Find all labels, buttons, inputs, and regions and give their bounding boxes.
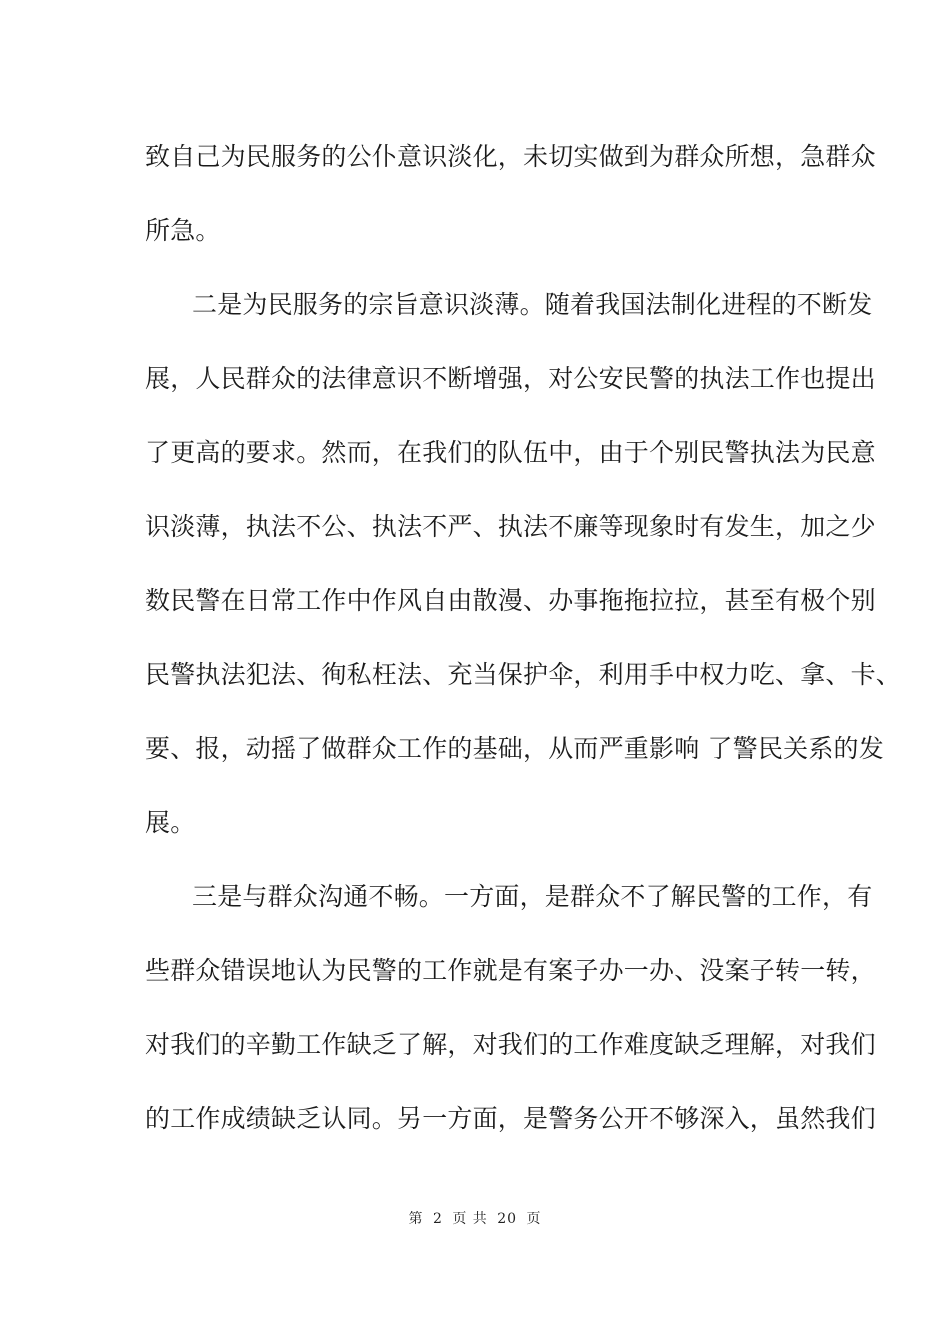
text-line-1: 致自己为民服务的公仆意识淡化，未切实做到为群众所想，急群众: [145, 142, 876, 171]
text-line-5: 了更高的要求。然而，在我们的队伍中，由于个别民警执法为民意: [145, 438, 876, 467]
text-line-11: 三是与群众沟通不畅。一方面，是群众不了解民警的工作，有: [192, 882, 873, 911]
footer-total-pages: 20: [497, 1211, 518, 1227]
text-line-8: 民警执法犯法、徇私枉法、充当保护伞，利用手中权力吃、拿、卡、: [145, 660, 902, 689]
text-line-12: 些群众错误地认为民警的工作就是有案子办一办、没案子转一转，: [145, 956, 876, 985]
footer-prefix: 第: [408, 1211, 424, 1227]
footer-current-page: 2: [432, 1211, 443, 1227]
page-footer: [0, 1208, 950, 1228]
text-line-4: 展，人民群众的法律意识不断增强，对公安民警的执法工作也提出: [145, 364, 876, 393]
text-line-3: 二是为民服务的宗旨意识淡薄。随着我国法制化进程的不断发: [192, 290, 873, 319]
text-line-2: 所急。: [145, 216, 221, 245]
footer-middle: 页 共: [452, 1211, 488, 1227]
text-line-10: 展。: [145, 808, 196, 837]
text-line-14: 的工作成绩缺乏认同。另一方面，是警务公开不够深入，虽然我们: [145, 1104, 876, 1133]
footer-suffix: 页: [526, 1211, 542, 1227]
text-line-6: 识淡薄，执法不公、执法不严、执法不廉等现象时有发生，加之少: [145, 512, 876, 541]
text-line-7: 数民警在日常工作中作风自由散漫、办事拖拖拉拉，甚至有极个别: [145, 586, 876, 615]
text-line-13: 对我们的辛勤工作缺乏了解，对我们的工作难度缺乏理解，对我们: [145, 1030, 876, 1059]
text-line-9: 要、报，动摇了做群众工作的基础，从而严重影响 了警民关系的发: [145, 734, 884, 763]
